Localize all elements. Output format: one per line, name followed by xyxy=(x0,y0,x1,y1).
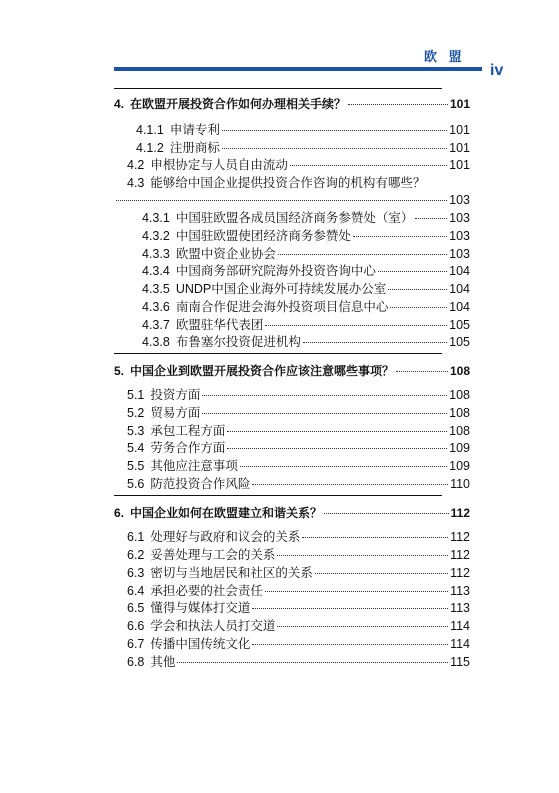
toc-entry[interactable]: 6.1 处理好与政府和议会的关系 112 xyxy=(127,530,470,544)
toc-entry[interactable]: 4.3.2 中国驻欧盟使团经济商务参赞处 103 xyxy=(142,229,470,243)
toc-entry[interactable]: 6.6 学会和执法人员打交道 114 xyxy=(127,619,470,633)
section-divider xyxy=(114,495,442,496)
toc-entry[interactable]: 5.5 其他应注意事项 109 xyxy=(127,459,470,473)
toc-entry-continuation: 103 xyxy=(114,191,470,209)
toc-entry[interactable]: 5.1 投资方面 108 xyxy=(127,388,470,402)
toc-entry[interactable]: 5.3 承包工程方面 108 xyxy=(127,424,470,438)
toc-entry[interactable]: 4.3.8 布鲁塞尔投资促进机构 105 xyxy=(142,335,470,349)
toc-entry[interactable]: 6.8 其他 115 xyxy=(127,655,470,669)
toc-entry[interactable]: 4.3.5 UNDP中国企业海外可持续发展办公室 104 xyxy=(142,282,470,296)
running-header-title: 欧 盟 xyxy=(424,49,466,64)
toc-entry[interactable]: 6.4 承担必要的社会责任 113 xyxy=(127,584,470,598)
toc-entry[interactable]: 6.7 传播中国传统文化 114 xyxy=(127,637,470,651)
toc-entry[interactable]: 4.2 申根协定与人员自由流动 101 xyxy=(127,158,470,172)
toc-entry[interactable]: 5.6 防范投资合作风险 110 xyxy=(127,477,470,491)
toc-entry[interactable]: 4.1.1 申请专利 101 xyxy=(136,123,470,137)
toc-entry[interactable]: 6.5 懂得与媒体打交道 113 xyxy=(127,601,470,615)
toc-entry[interactable]: 4.1.2 注册商标 101 xyxy=(136,141,470,155)
toc-entry[interactable]: 5.2 贸易方面 108 xyxy=(127,406,470,420)
toc-entry[interactable]: 4.3.7 欧盟驻华代表团 105 xyxy=(142,318,470,332)
toc-chapter-title: 在欧盟开展投资合作如何办理相关手续？ xyxy=(130,97,347,111)
toc-entry[interactable]: 5.4 劳务合作方面 109 xyxy=(127,441,470,455)
toc-chapter-title: 中国企业到欧盟开展投资合作应该注意哪些事项？ xyxy=(130,364,395,378)
toc-entry[interactable]: 4.3.4 中国商务部研究院海外投资咨询中心 104 xyxy=(142,264,470,278)
toc-chapter-6[interactable]: 6. 中国企业如何在欧盟建立和谐关系？ 112 xyxy=(114,506,470,520)
toc-chapter-4[interactable]: 4. 在欧盟开展投资合作如何办理相关手续？ 101 xyxy=(114,97,470,111)
toc-entry[interactable]: 4.3.3 欧盟中资企业协会 103 xyxy=(142,247,470,261)
toc-chapter-5[interactable]: 5. 中国企业到欧盟开展投资合作应该注意哪些事项？ 108 xyxy=(114,364,470,378)
toc-page: 112 xyxy=(450,506,470,520)
toc-page: 108 xyxy=(449,364,470,378)
section-divider xyxy=(114,353,442,354)
section-divider xyxy=(114,88,442,89)
toc-chapter-title: 中国企业如何在欧盟建立和谐关系？ xyxy=(130,506,323,520)
toc-page: 101 xyxy=(449,97,470,111)
toc-entry[interactable]: 6.2 妥善处理与工会的关系 112 xyxy=(127,548,470,562)
toc-entry-wrapped[interactable]: 4.3 能够给中国企业提供投资合作咨询的机构有哪些？ xyxy=(127,176,426,190)
page-number: iv xyxy=(490,62,504,79)
toc-entry[interactable]: 6.3 密切与当地居民和社区的关系 112 xyxy=(127,566,470,580)
toc-entry[interactable]: 4.3.1 中国驻欧盟各成员国经济商务参赞处（室） 103 xyxy=(142,211,470,225)
toc-entry[interactable]: 4.3.6 南南合作促进会海外投资项目信息中心 104 xyxy=(142,300,470,314)
